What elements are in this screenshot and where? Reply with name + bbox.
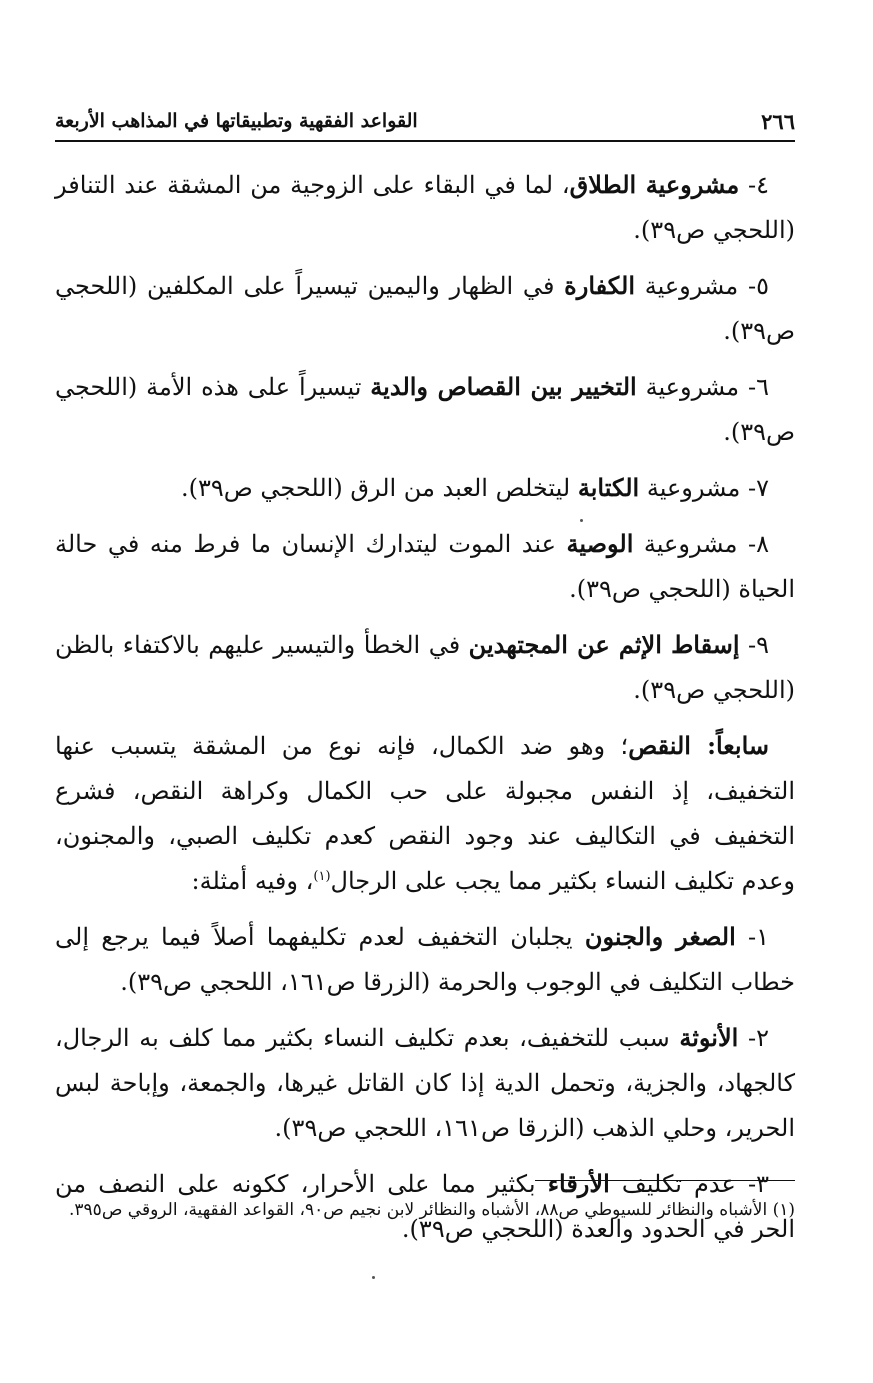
item-number: ٧-	[740, 474, 769, 502]
item-text: في الخطأ والتيسير عليهم بالاكتفاء بالظن (اللحجي ص٣٩).	[55, 631, 795, 704]
item-number: ٩-	[739, 631, 769, 659]
speck	[580, 519, 583, 522]
footnote-text: (١) الأشباه والنظائر للسيوطي ص٨٨، الأشباه والنظائر لابن نجيم ص٩٠، القواعد الفقهية، الروقي ص٣٩٥.	[69, 1200, 795, 1220]
item-prefix: مشروعية	[635, 272, 739, 300]
item-bold-term: الوصية	[566, 529, 634, 558]
item-text: تيسيراً على هذه الأمة (اللحجي ص٣٩).	[55, 373, 795, 446]
list-item	[55, 1015, 795, 1151]
item-bold-term: الكفارة	[564, 271, 636, 300]
item-prefix: عدم تكليف	[609, 1170, 736, 1198]
section-tail: ، وفيه أمثلة:	[191, 867, 314, 895]
footnote-rule	[535, 1180, 795, 1181]
item-number: ٦-	[739, 373, 769, 401]
item-bold-term: الصغر والجنون	[584, 922, 736, 951]
page-header	[55, 104, 795, 138]
item-number: ٤-	[739, 171, 769, 199]
item-text: يجلبان التخفيف لعدم تكليفهما أصلاً فيما يرجع إلى خطاب التكليف في الوجوب والحرمة (الزرقا ص١٦١، اللحجي ص٣٩).	[55, 923, 795, 996]
item-prefix: مشروعية	[636, 373, 740, 401]
item-bold-term: إسقاط الإثم عن المجتهدين	[468, 630, 740, 659]
footnotes	[55, 1188, 795, 1232]
item-number: ٣-	[735, 1170, 770, 1198]
list-item	[55, 622, 795, 713]
list-item	[55, 521, 795, 612]
page-number: ٢٦٦	[761, 108, 795, 134]
item-prefix: مشروعية	[633, 530, 738, 558]
item-number: ٢-	[738, 1024, 769, 1052]
item-text: ليتخلص العبد من الرق (اللحجي ص٣٩).	[181, 474, 578, 502]
running-title: القواعد الفقهية وتطبيقاتها في المذاهب الأربعة	[55, 110, 418, 132]
list-item	[55, 263, 795, 354]
footnote-reference[interactable]: (١)	[313, 869, 331, 884]
section-paragraph	[55, 723, 795, 904]
list-item	[55, 465, 795, 511]
speck	[372, 1276, 375, 1279]
item-text: ، لما في البقاء على الزوجية من المشقة عند التنافر (اللحجي ص٣٩).	[55, 171, 795, 244]
item-prefix: مشروعية	[639, 474, 741, 502]
item-bold-term: الكتابة	[577, 473, 640, 502]
main-text	[55, 162, 795, 1262]
list-item	[55, 162, 795, 253]
item-number: ١-	[735, 923, 769, 951]
item-bold-term: مشروعية الطلاق	[569, 170, 740, 199]
item-number: ٥-	[738, 272, 770, 300]
section-lead: سابعاً:	[690, 731, 769, 760]
item-text: بكثير مما على الأحرار، ككونه على النصف من الحر في الحدود والعدة (اللحجي ص٣٩).	[55, 1170, 795, 1243]
item-bold-term: الأرقاء	[547, 1169, 610, 1198]
section-bold-term: النقص	[628, 731, 691, 760]
item-text: عند الموت ليتدارك الإنسان ما فرط منه في حالة الحياة (اللحجي ص٣٩).	[55, 530, 795, 603]
list-item	[55, 914, 795, 1005]
item-text: سبب للتخفيف، بعدم تكليف النساء بكثير مما كلف به الرجال، كالجهاد، والجزية، وتحمل الدية إذا كان القاتل غيرها، والجمعة، وإباحة لبس الحرير، وحلي الذهب (الزرقا ص١٦١، اللحجي ص٣٩).	[55, 1024, 795, 1142]
item-bold-term: التخيير بين القصاص والدية	[370, 372, 637, 401]
list-item	[55, 364, 795, 455]
item-text: في الظهار واليمين تيسيراً على المكلفين (اللحجي ص٣٩).	[55, 272, 795, 345]
item-number: ٨-	[737, 530, 770, 558]
header-rule	[55, 140, 795, 142]
section-text: ؛ وهو ضد الكمال، فإنه نوع من المشقة يتسبب عنها التخفيف، إذ النفس مجبولة على حب الكمال وكراهة النقص، فشرع التخفيف في التكاليف عند وجود النقص كعدم تكليف الصبي، والمجنون، وعدم تكليف النساء بكثير مما يجب على الرجال	[55, 732, 795, 895]
item-bold-term: الأنوثة	[679, 1023, 739, 1052]
